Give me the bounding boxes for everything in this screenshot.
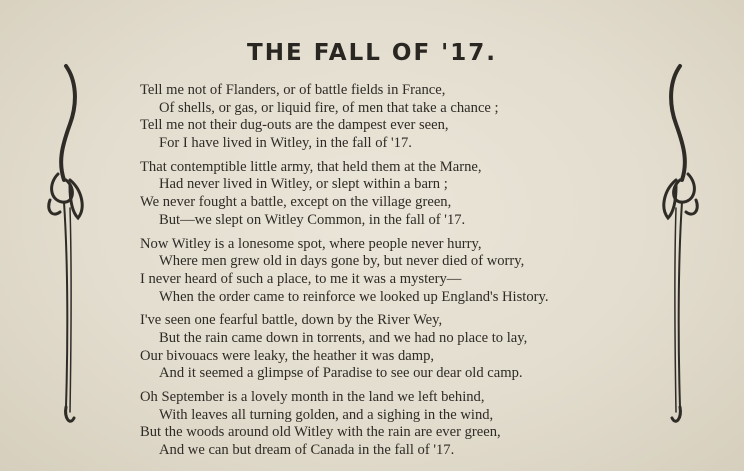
right-iris-ornament: [662, 62, 706, 432]
poem-line: Of shells, or gas, or liquid fire, of men that take a chance ;: [159, 99, 499, 116]
poem-line: But the rain came down in torrents, and we had no place to lay,: [159, 329, 528, 346]
poem-line: But the woods around old Witley with the rain are ever green,: [140, 424, 501, 441]
stanza: [140, 312, 660, 383]
poem-line: Now Witley is a lonesome spot, where people never hurry,: [140, 235, 482, 252]
poem-line: That contemptible little army, that held them at the Marne,: [140, 158, 482, 175]
poem-line: Where men grew old in days gone by, but never died of worry,: [159, 253, 525, 270]
poem-line: Oh September is a lovely month in the land we left behind,: [140, 389, 485, 405]
poem-line: And we can but dream of Canada in the fall of '17.: [159, 442, 455, 459]
poem-line: And it seemed a glimpse of Paradise to see our dear old camp.: [159, 365, 523, 382]
poem-line: But—we slept on Witley Common, in the fall of '17.: [159, 211, 466, 228]
poem-body: [140, 82, 660, 466]
poem-line: I never heard of such a place, to me it was a mystery—: [140, 270, 462, 287]
poem-line: For I have lived in Witley, in the fall of '17.: [159, 135, 412, 152]
stanza: [140, 159, 660, 230]
stanza: [140, 389, 660, 460]
poem-line: Tell me not their dug-outs are the dampest ever seen,: [140, 117, 449, 134]
poem-line: We never fought a battle, except on the village green,: [140, 194, 452, 211]
stanza: [140, 236, 660, 307]
stanza: [140, 82, 660, 153]
poem-line: When the order came to reinforce we looked up England's History.: [159, 288, 549, 305]
left-iris-ornament: [44, 62, 88, 432]
poem-title: THE FALL OF '17.: [247, 40, 497, 66]
poem-line: Had never lived in Witley, or slept within a barn ;: [159, 176, 448, 193]
poem-line: I've seen one fearful battle, down by the River Wey,: [140, 312, 443, 329]
poem-line: With leaves all turning golden, and a sighing in the wind,: [159, 406, 494, 423]
poem-line: Our bivouacs were leaky, the heather it was damp,: [140, 347, 435, 364]
poem-line: Tell me not of Flanders, or of battle fields in France,: [140, 82, 446, 98]
